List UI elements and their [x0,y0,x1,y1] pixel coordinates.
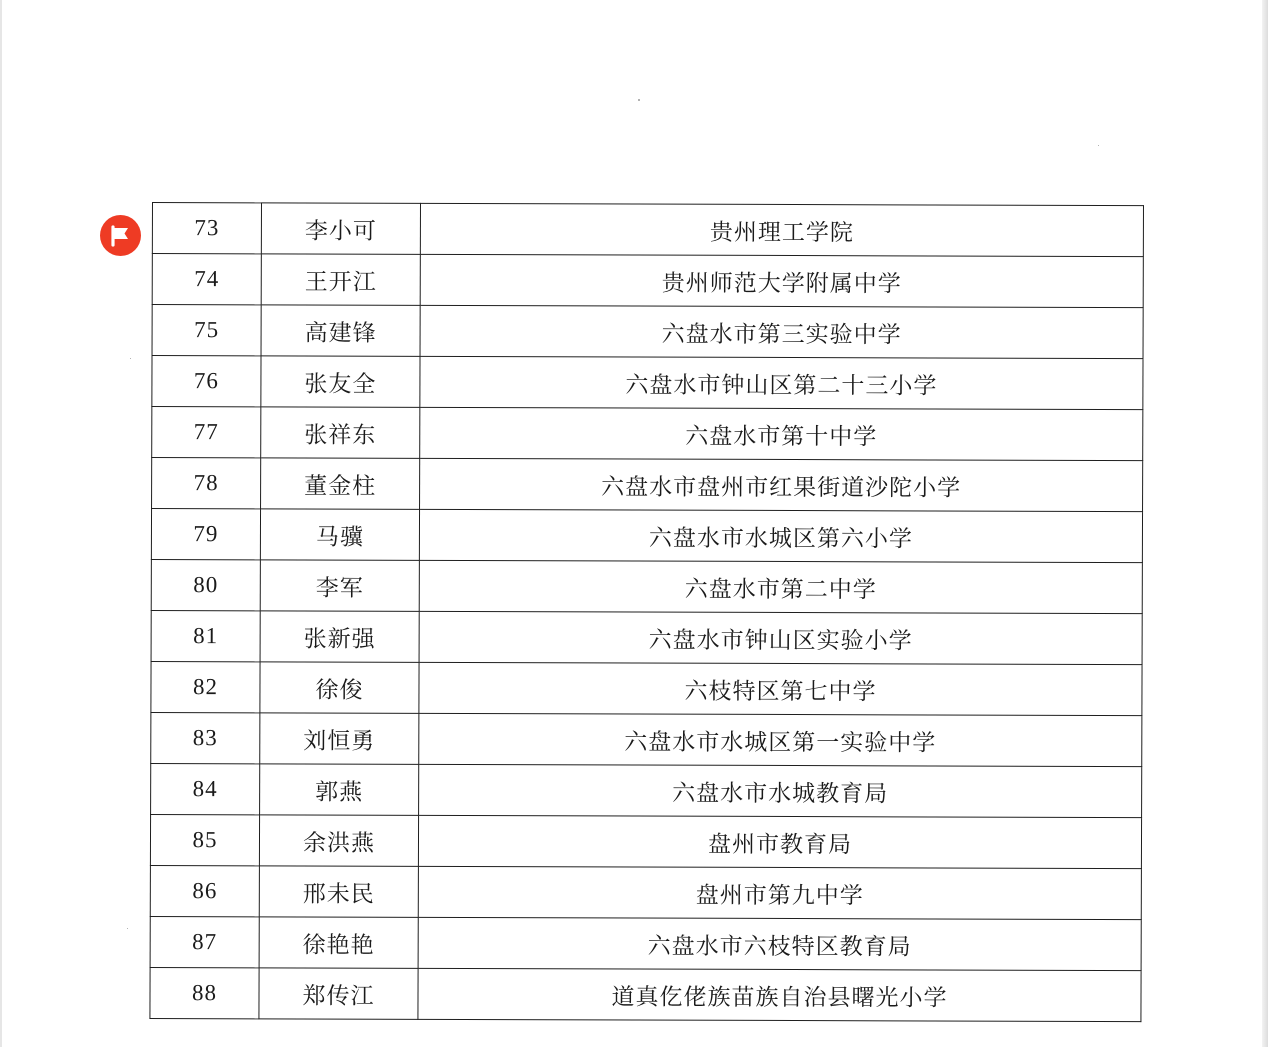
work-unit: 贵州理工学院 [420,203,1143,256]
person-name: 马骥 [260,509,419,560]
table-row [151,763,1142,817]
work-unit: 六盘水市第十中学 [420,407,1143,460]
row-number: 81 [151,610,260,661]
table-row [152,203,1143,257]
table-row [152,356,1143,410]
table-row [152,254,1143,308]
table-row [151,509,1142,563]
work-unit: 六盘水市钟山区实验小学 [419,611,1142,664]
work-unit: 六盘水市水城区第一实验中学 [419,713,1142,766]
table-row [152,305,1143,359]
person-name: 徐艳艳 [259,917,418,968]
scan-speck [638,99,640,101]
work-unit: 六盘水市水城教育局 [419,764,1142,817]
person-name: 高建锋 [261,305,420,356]
scan-speck [127,928,128,929]
person-name: 王开江 [261,254,420,305]
person-name: 刘恒勇 [260,713,419,764]
scan-speck [130,358,131,359]
person-name: 余洪燕 [259,815,418,866]
person-name: 张友全 [261,356,420,407]
row-number: 73 [152,203,261,254]
row-number: 78 [152,458,261,509]
table-row [150,814,1141,868]
row-number: 75 [152,305,261,356]
work-unit: 六盘水市钟山区第二十三小学 [420,356,1143,409]
person-name: 李军 [260,560,419,611]
row-number: 88 [150,967,259,1018]
roster-table [149,202,1144,1022]
row-number: 76 [152,356,261,407]
page-right-edge [1262,0,1268,1047]
table-row [150,967,1141,1021]
person-name: 邢未民 [259,866,418,917]
person-name: 郭燕 [260,764,419,815]
row-number: 77 [152,407,261,458]
person-name: 郑传江 [259,968,418,1019]
row-number: 83 [151,712,260,763]
work-unit: 六盘水市水城区第六小学 [419,509,1142,562]
row-number: 80 [151,559,260,610]
bookmark-flag-icon[interactable] [100,215,141,256]
row-number: 79 [151,509,260,560]
row-number: 86 [150,865,259,916]
roster-table-body [150,203,1144,1022]
row-number: 84 [151,763,260,814]
table-row [151,559,1142,613]
row-number: 85 [150,814,259,865]
row-number: 82 [151,661,260,712]
work-unit: 道真仡佬族苗族自治县曙光小学 [418,968,1141,1021]
person-name: 徐俊 [260,662,419,713]
table-row [151,661,1142,715]
person-name: 李小可 [261,203,420,254]
person-name: 张新强 [260,611,419,662]
work-unit: 六枝特区第七中学 [419,662,1142,715]
work-unit: 六盘水市第二中学 [419,560,1142,613]
table-row [151,610,1142,664]
work-unit: 六盘水市第三实验中学 [420,305,1143,358]
flag-glyph-icon [109,225,133,247]
table-row [152,407,1143,461]
work-unit: 盘州市第九中学 [418,866,1141,919]
table-row [150,865,1141,919]
person-name: 张祥东 [261,407,420,458]
work-unit: 盘州市教育局 [418,815,1141,868]
row-number: 87 [150,916,259,967]
person-name: 董金柱 [261,458,420,509]
table-row [152,458,1143,512]
scan-speck [1098,145,1099,146]
row-number: 74 [152,254,261,305]
page-left-edge [0,0,2,1047]
work-unit: 贵州师范大学附属中学 [420,254,1143,307]
table-row [150,916,1141,970]
work-unit: 六盘水市六枝特区教育局 [418,917,1141,970]
work-unit: 六盘水市盘州市红果街道沙陀小学 [420,458,1143,511]
table-row [151,712,1142,766]
